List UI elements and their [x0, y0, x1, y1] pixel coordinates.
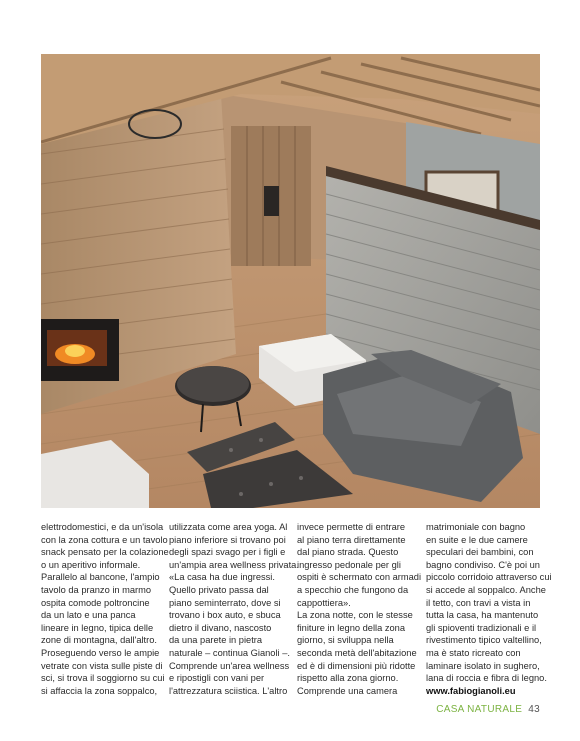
text-line: giorno, si sviluppa nella [297, 635, 394, 646]
text-line: utilizzata come area yoga. Al [169, 522, 288, 532]
text-line: finiture in legno della zona [297, 622, 406, 633]
text-line: gli spioventi tradizionali e il [426, 622, 537, 633]
page-number: 43 [528, 704, 540, 715]
text-line: degli spazi svago per i figli e [169, 547, 286, 558]
text-line: piano seminterrato, dove si [169, 597, 281, 608]
text-line: da una parete in pietra [169, 635, 263, 646]
magazine-name: CASA NATURALE [436, 704, 523, 715]
text-line: Comprende una camera [297, 685, 398, 696]
text-line: il tetto, con travi a vista in [426, 597, 531, 608]
text-line: ingresso pedonale per gli [297, 559, 401, 570]
text-line: tutta la casa, ha mantenuto [426, 610, 539, 621]
text-line: Proseguendo verso le ampie [41, 647, 160, 658]
text-line: snack pensato per la colazione [41, 547, 169, 558]
text-line: vetrate con vista sulle piste di [41, 660, 163, 671]
text-line: rispetto alla zona giorno. [297, 673, 399, 684]
text-line: invece permette di entrare [297, 522, 406, 532]
text-line: elettrodomestici, e da un'isola [41, 522, 164, 532]
text-line: piccolo corridoio attraverso cui [426, 572, 552, 583]
text-line: trovano i box auto, e sbuca [169, 610, 281, 621]
text-column-4 [426, 521, 552, 697]
text-line: laminare isolato in sughero, [426, 660, 540, 671]
text-line: da un lato e una panca [41, 610, 136, 621]
text-line: un'ampia area wellness privata. [169, 559, 299, 570]
text-line: Parallelo al bancone, l'ampio [41, 572, 160, 583]
text-line: ed è di dimensioni più ridotte [297, 660, 416, 671]
text-line: con la zona cottura e un tavolo [41, 534, 168, 545]
text-line: dietro il divano, nascosto [169, 622, 272, 633]
living-room-illustration [41, 54, 540, 508]
text-line: speculari dei bambini, con [426, 547, 534, 558]
interior-photo [41, 54, 540, 508]
text-line: ospiti è schermato con armadi [297, 572, 422, 583]
text-line: bagno condiviso. C'è poi un [426, 559, 540, 570]
text-line: lineare in legno, tipica delle [41, 622, 154, 633]
page-footer [436, 704, 540, 715]
text-line: si affaccia la zona soppalco, [41, 685, 158, 696]
text-line: cappottiera». [297, 597, 351, 608]
text-column-2 [169, 521, 299, 697]
text-line: l'attrezzatura sciistica. L'altro [169, 685, 288, 696]
text-line: tavolo da pranzo in marmo [41, 584, 152, 595]
text-line: o un aperitivo informale. [41, 559, 141, 570]
text-line: seconda metà dell'abitazione [297, 647, 417, 658]
text-line: Comprende un'area wellness [169, 660, 290, 671]
text-line: zone di montagna, dall'altro. [41, 635, 157, 646]
text-line: ospita comode poltroncine [41, 597, 150, 608]
text-line: si accede al soppalco. Anche [426, 584, 546, 595]
text-line: rivestimento tipico valtellino, [426, 635, 542, 646]
text-line: a specchio che fungono da [297, 584, 409, 595]
text-line: dal piano strada. Questo [297, 547, 399, 558]
text-line: naturale – continua Gianoli –. [169, 647, 290, 658]
text-column-3 [297, 521, 421, 697]
article-text [41, 521, 552, 701]
text-line: Quello privato passa dal [169, 584, 269, 595]
text-line: lana di roccia e fibra di legno. [426, 673, 547, 684]
text-line: «La casa ha due ingressi. [169, 572, 275, 583]
text-line: sci, si trova il soggiorno su cui [41, 673, 165, 684]
text-column-1 [41, 521, 169, 697]
text-line: La zona notte, con le stesse [297, 610, 413, 621]
text-line: al piano terra direttamente [297, 534, 406, 545]
text-line: piano inferiore si trovano poi [169, 534, 286, 545]
text-line: ma è stato ricreato con [426, 647, 521, 658]
text-line: en suite e le due camere [426, 534, 528, 545]
text-line: e ripostigli con vani per [169, 673, 265, 684]
website-link[interactable]: www.fabiogianoli.eu [426, 685, 516, 696]
text-line: matrimoniale con bagno [426, 522, 526, 532]
